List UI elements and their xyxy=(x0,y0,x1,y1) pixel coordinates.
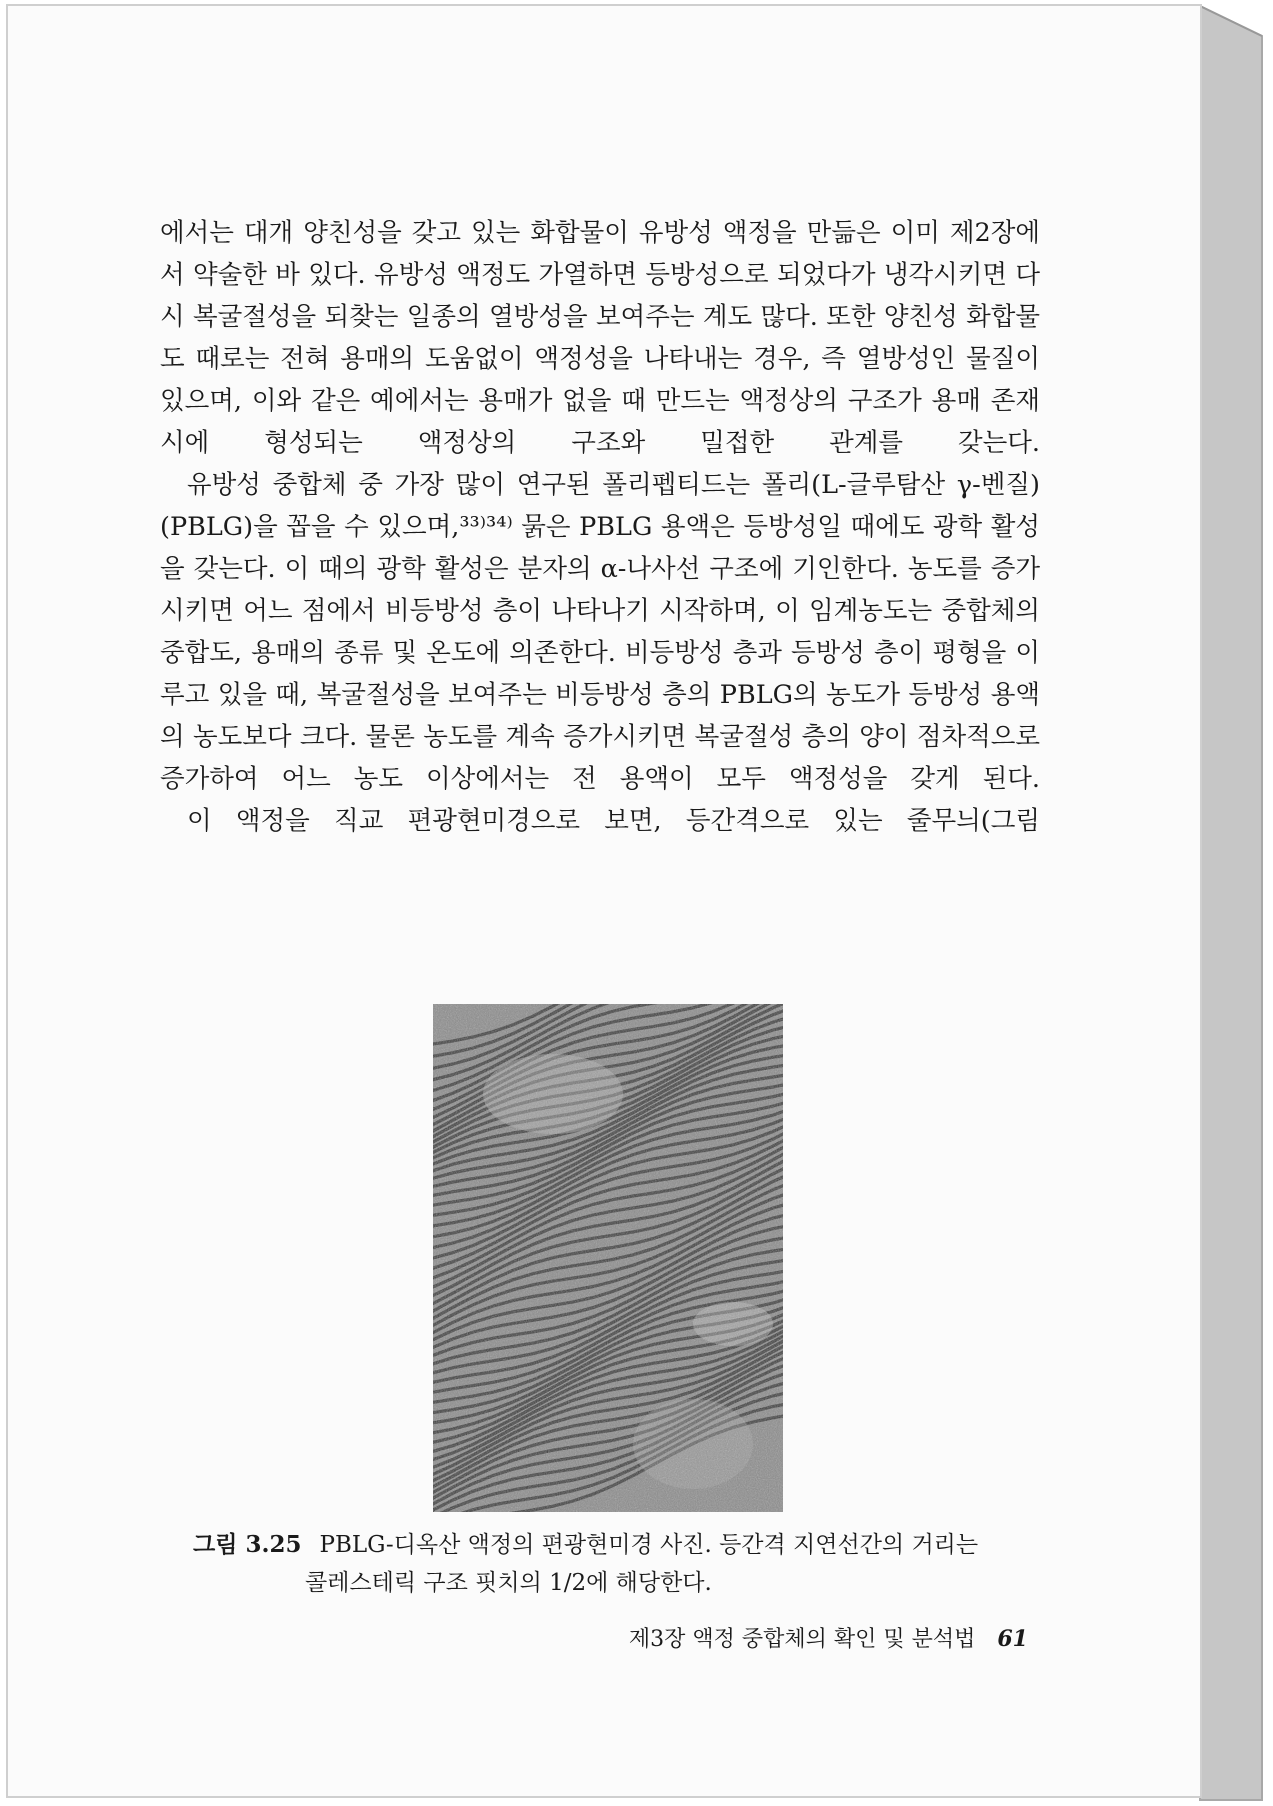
caption-line-1: PBLG-디옥산 액정의 편광현미경 사진. 등간격 지연선간의 거리는 xyxy=(319,1532,979,1558)
paragraph-3: 이 액정을 직교 편광현미경으로 보면, 등간격으로 있는 줄무늬(그림 xyxy=(187,806,1040,836)
body-text xyxy=(160,212,1040,842)
page-number: 61 xyxy=(997,1626,1028,1652)
micrograph-figure xyxy=(433,1004,783,1512)
paragraph-1: 에서는 대개 양친성을 갖고 있는 화합물이 유방성 액정을 만듦은 이미 제2장에서 약술한 바 있다. 유방성 액정도 가열하면 등방성으로 되었다가 냉각시키면 다시 복굴절성을 되찾는 일종의 열방성을 보여주는 계도 많다. 또한 양친성 화합물도 때로는 전혀 용매의 도움없이 액정성을 나타내는 경우, 즉 열방성인 물질이 있으며, 이와 같은 예에서는 용매가 없을 때 만드는 액정상의 구조가 용매 존재시에 형성되는 액정상의 구조와 밀접한 관계를 갖는다. xyxy=(160,218,1040,458)
running-footer xyxy=(548,1622,1028,1653)
figure-caption xyxy=(193,1526,1053,1602)
figure-number: 그림 3.25 xyxy=(193,1531,302,1558)
book-page xyxy=(6,4,1202,1798)
micrograph-image xyxy=(433,1004,783,1512)
paragraph-2: 유방성 중합체 중 가장 많이 연구된 폴리펩티드는 폴리(L-글루탐산 γ-벤질)(PBLG)을 꼽을 수 있으며,³³⁾³⁴⁾ 묽은 PBLG 용액은 등방성일 때에도 광학 활성을 갖는다. 이 때의 광학 활성은 분자의 α-나사선 구조에 기인한다. 농도를 증가시키면 어느 점에서 비등방성 층이 나타나기 시작하며, 이 임계농도는 중합체의 중합도, 용매의 종류 및 온도에 의존한다. 비등방성 층과 등방성 층이 평형을 이루고 있을 때, 복굴절성을 보여주는 비등방성 층의 PBLG의 농도가 등방성 용액의 농도보다 크다. 물론 농도를 계속 증가시키면 복굴절성 층의 양이 점차적으로 증가하여 어느 농도 이상에서는 전 용액이 모두 액정성을 갖게 된다. xyxy=(160,470,1040,794)
caption-line-2: 콜레스테릭 구조 핏치의 1/2에 해당한다. xyxy=(305,1570,712,1596)
running-title: 제3장 액정 중합체의 확인 및 분석법 xyxy=(628,1627,976,1652)
